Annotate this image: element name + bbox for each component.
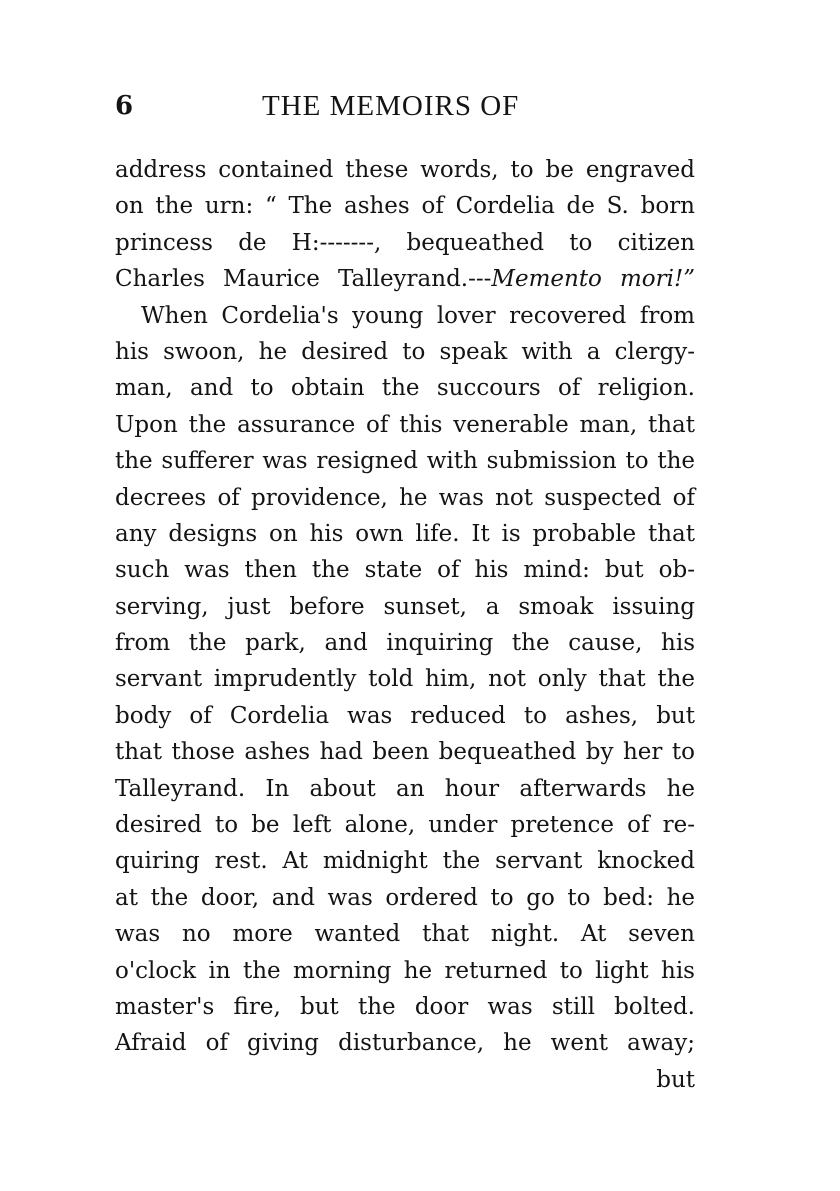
text-line: decrees of providence, he was not suspected of [115, 484, 695, 511]
paragraph-start-line: When Cordelia's young lover recovered from [141, 302, 695, 329]
body-text [115, 152, 695, 1098]
text-line: on the urn: “ The ashes of Cordelia de S. born [115, 193, 695, 220]
text-line: that those ashes had been bequeathed by her to [115, 739, 695, 766]
text-line: o'clock in the morning he returned to light his [115, 957, 695, 984]
text-line: Afraid of giving disturbance, he went away; [115, 1030, 695, 1057]
text-line: man, and to obtain the succours of religion. [115, 375, 695, 402]
text-line: Talleyrand. In about an hour afterwards he [115, 775, 695, 802]
text-line-with-italic [115, 261, 695, 297]
text-line: serving, just before sunset, a smoak issuing [115, 593, 695, 620]
text-line: master's fire, but the door was still bolted. [115, 993, 695, 1020]
text-line: at the door, and was ordered to go to bed: he [115, 884, 695, 911]
page-header [115, 88, 695, 124]
catchword: but [656, 1066, 695, 1093]
text-line: quiring rest. At midnight the servant knocked [115, 848, 695, 875]
text-line: his swoon, he desired to speak with a clergy- [115, 338, 695, 365]
text-line: the sufferer was resigned with submission to the [115, 448, 695, 475]
text-line: such was then the state of his mind: but ob- [115, 557, 695, 584]
text-line: Upon the assurance of this venerable man, that [115, 411, 695, 438]
text-line: servant imprudently told him, not only that the [115, 666, 695, 693]
text-line: from the park, and inquiring the cause, his [115, 630, 695, 657]
italic-phrase: Memento mori!” [491, 266, 695, 293]
page-number: 6 [115, 91, 134, 121]
text-line-roman: Charles Maurice Talleyrand.--- [115, 266, 492, 293]
text-line: princess de H:-------, bequeathed to citizen [115, 229, 695, 256]
text-line: was no more wanted that night. At seven [115, 921, 695, 948]
text-line: any designs on his own life. It is probable that [115, 520, 695, 547]
text-line: desired to be left alone, under pretence of re- [115, 812, 695, 839]
text-line: address contained these words, to be engraved [115, 157, 695, 183]
running-title: THE MEMOIRS OF [262, 90, 520, 122]
text-line: body of Cordelia was reduced to ashes, but [115, 702, 695, 729]
